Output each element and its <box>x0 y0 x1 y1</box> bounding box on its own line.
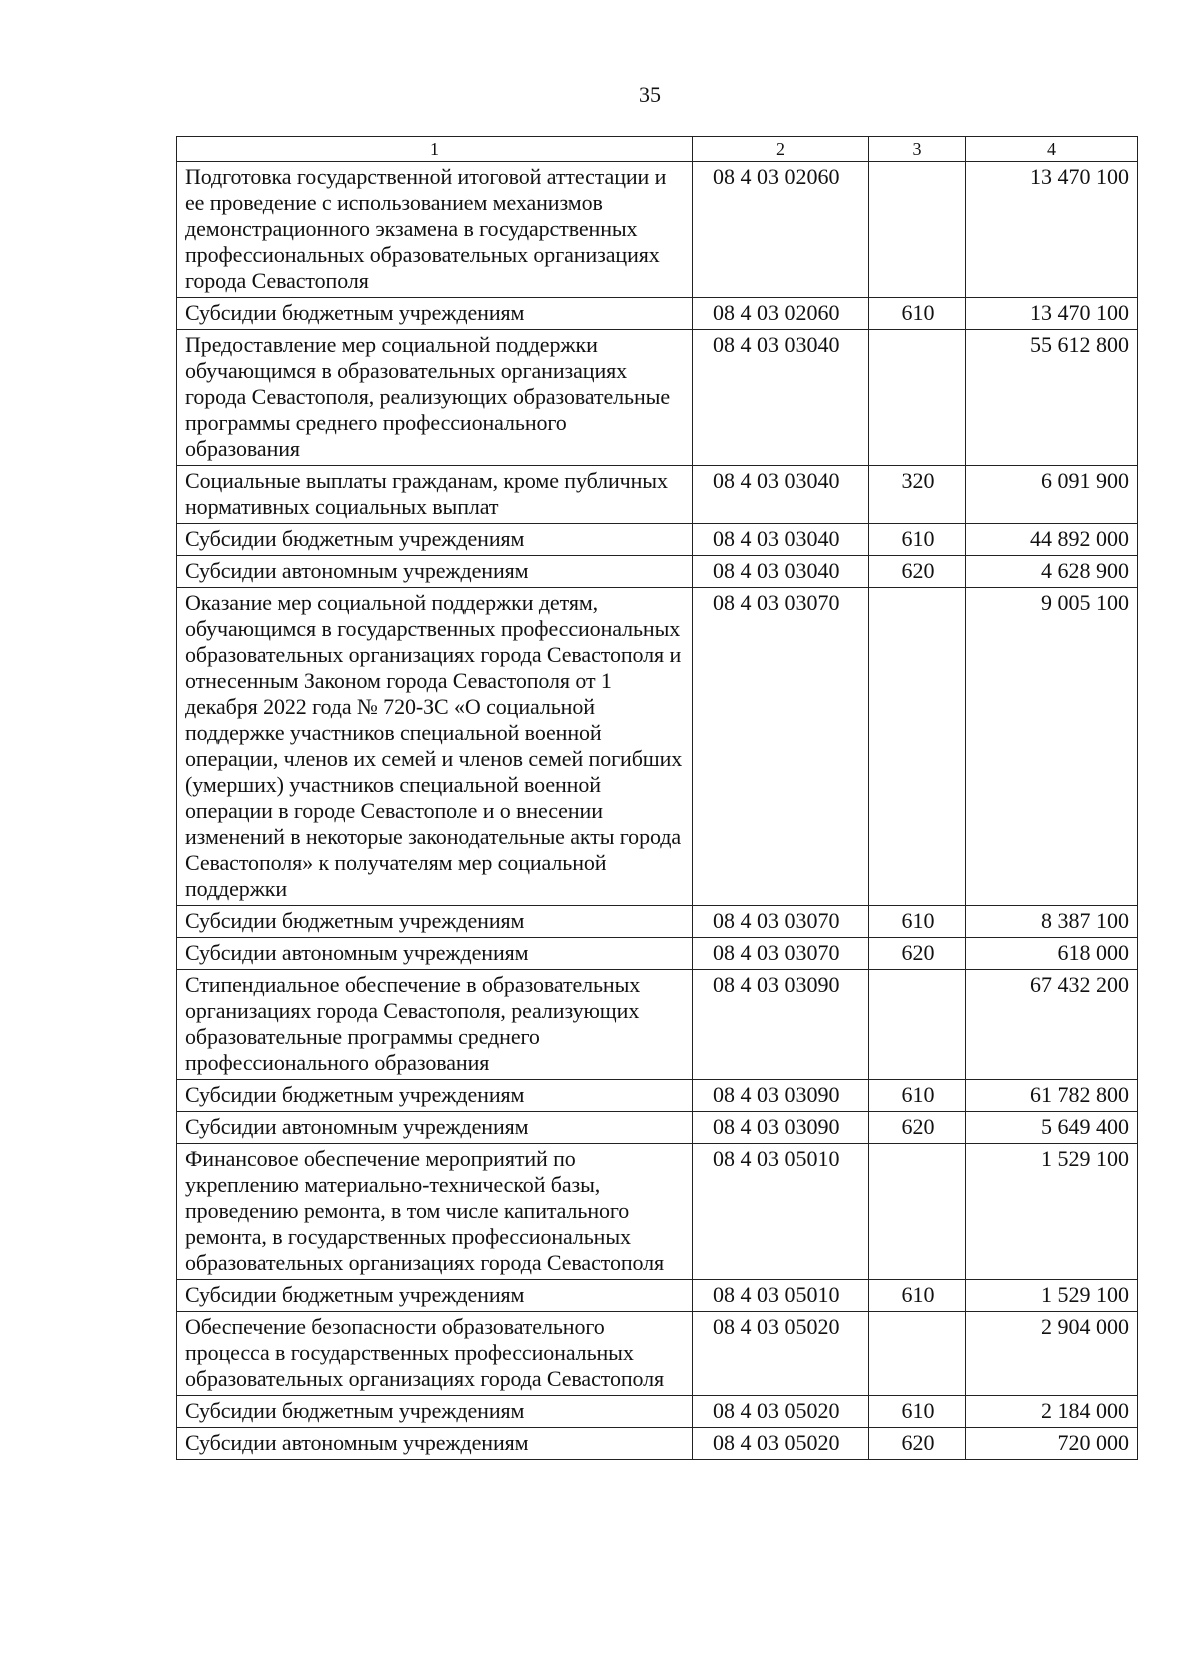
row-code: 08 4 03 05020 <box>693 1428 869 1460</box>
row-amount: 13 470 100 <box>966 162 1138 298</box>
row-code: 08 4 03 05020 <box>693 1396 869 1428</box>
row-expense-type <box>869 970 966 1080</box>
row-expense-type: 620 <box>869 556 966 588</box>
row-name: Субсидии бюджетным учреждениям <box>177 1280 693 1312</box>
row-amount: 6 091 900 <box>966 466 1138 524</box>
header-col-2: 2 <box>693 137 869 162</box>
row-code: 08 4 03 05010 <box>693 1144 869 1280</box>
row-code: 08 4 03 03070 <box>693 588 869 906</box>
row-amount: 618 000 <box>966 938 1138 970</box>
row-name: Обеспечение безопасности образовательного процесса в государственных профессиональных образовательных организациях города Севастополя <box>177 1312 693 1396</box>
row-code: 08 4 03 03090 <box>693 1112 869 1144</box>
header-col-1: 1 <box>177 137 693 162</box>
row-expense-type: 610 <box>869 1280 966 1312</box>
row-expense-type: 610 <box>869 906 966 938</box>
row-code: 08 4 03 03040 <box>693 556 869 588</box>
row-expense-type: 620 <box>869 938 966 970</box>
row-amount: 1 529 100 <box>966 1280 1138 1312</box>
row-name: Социальные выплаты гражданам, кроме публичных нормативных социальных выплат <box>177 466 693 524</box>
table-row <box>177 1428 1138 1460</box>
row-code: 08 4 03 03090 <box>693 970 869 1080</box>
table-row <box>177 298 1138 330</box>
row-expense-type <box>869 1312 966 1396</box>
row-name: Подготовка государственной итоговой аттестации и ее проведение с использованием механизмов демонстрационного экзамена в государственных профессиональных образовательных организациях города Севастополя <box>177 162 693 298</box>
row-name: Предоставление мер социальной поддержки обучающимся в образовательных организациях города Севастополя, реализующих образовательные программы среднего профессионального образования <box>177 330 693 466</box>
table-row <box>177 1112 1138 1144</box>
row-expense-type <box>869 162 966 298</box>
row-expense-type <box>869 330 966 466</box>
row-amount: 67 432 200 <box>966 970 1138 1080</box>
row-amount: 4 628 900 <box>966 556 1138 588</box>
row-amount: 13 470 100 <box>966 298 1138 330</box>
table-row <box>177 556 1138 588</box>
row-code: 08 4 03 03040 <box>693 524 869 556</box>
row-name: Субсидии бюджетным учреждениям <box>177 1080 693 1112</box>
table-row <box>177 162 1138 298</box>
row-expense-type <box>869 588 966 906</box>
table-row <box>177 1144 1138 1280</box>
row-expense-type: 320 <box>869 466 966 524</box>
row-amount: 44 892 000 <box>966 524 1138 556</box>
table-row <box>177 1312 1138 1396</box>
row-name: Субсидии бюджетным учреждениям <box>177 906 693 938</box>
row-name: Субсидии автономным учреждениям <box>177 1428 693 1460</box>
table-header <box>177 137 1138 162</box>
row-name: Субсидии бюджетным учреждениям <box>177 298 693 330</box>
row-amount: 8 387 100 <box>966 906 1138 938</box>
row-amount: 5 649 400 <box>966 1112 1138 1144</box>
table-row <box>177 524 1138 556</box>
row-code: 08 4 03 05010 <box>693 1280 869 1312</box>
row-name: Оказание мер социальной поддержки детям, обучающимся в государственных профессиональных образовательных организациях города Севастополя и отнесенным Законом города Севастополя от 1 декабря 2022 года № 720-ЗС «О социальной поддержке участников специальной военной операции, членов их семей и членов семей погибших (умерших) участников специальной военной операции в городе Севастополе и о внесении изменений в некоторые законодательные акты города Севастополя» к получателям мер социальной поддержки <box>177 588 693 906</box>
row-amount: 61 782 800 <box>966 1080 1138 1112</box>
table-row <box>177 938 1138 970</box>
page-number: 35 <box>639 82 661 107</box>
header-col-3: 3 <box>869 137 966 162</box>
row-amount: 55 612 800 <box>966 330 1138 466</box>
row-code: 08 4 03 02060 <box>693 162 869 298</box>
row-name: Субсидии автономным учреждениям <box>177 938 693 970</box>
row-name: Стипендиальное обеспечение в образовательных организациях города Севастополя, реализующих образовательные программы среднего профессионального образования <box>177 970 693 1080</box>
row-name: Субсидии автономным учреждениям <box>177 1112 693 1144</box>
table-row <box>177 588 1138 906</box>
row-code: 08 4 03 05020 <box>693 1312 869 1396</box>
table-row <box>177 970 1138 1080</box>
row-amount: 2 904 000 <box>966 1312 1138 1396</box>
table-row <box>177 906 1138 938</box>
row-name: Субсидии бюджетным учреждениям <box>177 1396 693 1428</box>
row-code: 08 4 03 03040 <box>693 330 869 466</box>
table-row <box>177 1396 1138 1428</box>
row-code: 08 4 03 03070 <box>693 906 869 938</box>
row-code: 08 4 03 03090 <box>693 1080 869 1112</box>
row-expense-type: 610 <box>869 1080 966 1112</box>
row-code: 08 4 03 03070 <box>693 938 869 970</box>
row-expense-type: 610 <box>869 1396 966 1428</box>
table-row <box>177 330 1138 466</box>
row-amount: 1 529 100 <box>966 1144 1138 1280</box>
row-code: 08 4 03 02060 <box>693 298 869 330</box>
header-row <box>177 137 1138 162</box>
row-expense-type: 620 <box>869 1112 966 1144</box>
table-row <box>177 1080 1138 1112</box>
row-name: Субсидии бюджетным учреждениям <box>177 524 693 556</box>
row-expense-type <box>869 1144 966 1280</box>
budget-table <box>176 136 1138 1460</box>
row-expense-type: 610 <box>869 524 966 556</box>
table-row <box>177 466 1138 524</box>
row-name: Субсидии автономным учреждениям <box>177 556 693 588</box>
row-expense-type: 620 <box>869 1428 966 1460</box>
row-amount: 720 000 <box>966 1428 1138 1460</box>
table-body <box>177 162 1138 1460</box>
header-col-4: 4 <box>966 137 1138 162</box>
table-row <box>177 1280 1138 1312</box>
row-code: 08 4 03 03040 <box>693 466 869 524</box>
row-amount: 9 005 100 <box>966 588 1138 906</box>
row-amount: 2 184 000 <box>966 1396 1138 1428</box>
row-expense-type: 610 <box>869 298 966 330</box>
row-name: Финансовое обеспечение мероприятий по укреплению материально-технической базы, проведению ремонта, в том числе капитального ремонта, в государственных профессиональных образовательных организациях города Севастополя <box>177 1144 693 1280</box>
